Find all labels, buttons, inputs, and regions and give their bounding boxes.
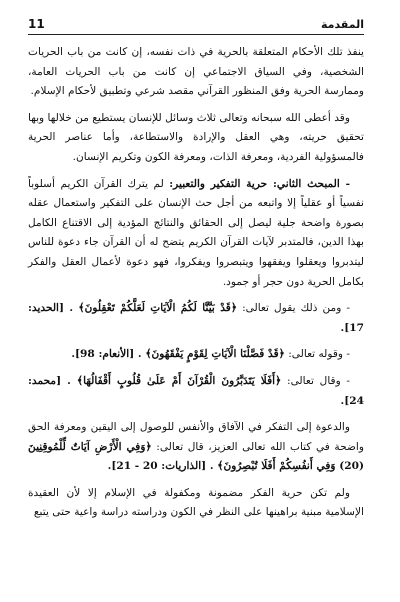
section-body: لم يترك القرآن الكريم أسلوباً نفسياً أو عقلياً إلا واتبعه من أجل حث الإنسان على التفكير واستعمال عقله بصورة واضحة جلية ليصل إلى الحقائق والنتائج المؤدية إلى الاقتناع الكامل بهذا الدين، فالمتدبر لآيات القرآن الكريم يتضح له أن القرآن جاء دعوة للناس ليتدبروا ويعقلوا ويفقهوا ويتبصروا ويفكروا، فهو دعوة لأعمال العقل والفكر بكامل الحرية دون حجر أو جمود. bbox=[28, 177, 364, 288]
quote-1-ref: . [الحديد: 17]. bbox=[28, 302, 364, 334]
quote-2-lead: - وقوله تعالى: bbox=[284, 348, 350, 361]
section-paragraph bbox=[28, 175, 364, 293]
page-number: 11 bbox=[28, 17, 45, 31]
quote-1-lead: - ومن ذلك يقول تعالى: bbox=[237, 302, 350, 315]
quote-3-verse: ﴿أَفَلَا يَتَدَبَّرُونَ الْقُرْآنَ أَمْ عَلَىٰ قُلُوبٍ أَقْفَالُهَا﴾ bbox=[76, 374, 282, 387]
quote-3 bbox=[28, 372, 364, 411]
section-heading: - المبحث الثاني: حرية التفكير والتعبير: bbox=[169, 177, 350, 190]
paragraph-2: وقد أعطى الله سبحانه وتعالى ثلاث وسائل للإنسان يستطيع من خلالها وبها تحقيق حريته، وهي العقل والإرادة والاستطاعة، وأما عناصر الحرية فالمسؤولية الفردية، ومعرفة الذات، ومعرفة الكون وتكريم الإنسان. bbox=[28, 111, 364, 163]
quote-1 bbox=[28, 299, 364, 338]
quote-3-lead: - وقال تعالى: bbox=[281, 374, 351, 387]
quote-2-verse: ﴿قَدْ فَصَّلْنَا الْآيَاتِ لِقَوْمٍ يَفْقَهُونَ﴾ bbox=[145, 348, 285, 361]
page-header bbox=[28, 14, 364, 35]
paragraph-4-ref: . [الذاريات: 20 - 21]. bbox=[107, 460, 218, 473]
paragraph-4-body: والدعوة إلى التفكر في الآفاق والأنفس للوصول إلى اليقين ومعرفة الحق واضحة في كتاب الله تعالى العزيز، قال تعالى: bbox=[28, 421, 364, 453]
quote-2-ref: . [الأنعام: 98]. bbox=[71, 348, 146, 361]
paragraph-5: ولم تكن حرية الفكر مضمونة ومكفولة في الإسلام إلا لأن العقيدة الإسلامية مبنية براهينها على النظر في الكون ودراسته دراسة واعية حتى يتبع bbox=[28, 486, 364, 519]
quote-1-verse: ﴿قَدْ بَيَّنَّا لَكُمُ الْآيَاتِ لَعَلَّكُمْ تَعْقِلُونَ﴾ bbox=[78, 302, 238, 315]
paragraph-4-verse: ﴿وَفِي الْأَرْضِ آيَاتٌ لِّلْمُوقِنِينَ (20) وَفِي أَنفُسِكُمْ أَفَلَا تُبْصِرُونَ﴾ bbox=[28, 440, 364, 473]
paragraph-1: ينفذ تلك الأحكام المتعلقة بالحرية في ذات نفسه، إن كانت من باب الحريات الشخصية، وفي السياق الاجتماعي إن كانت من باب الحريات العامة، وممارسة الحرية وفق المنظور القرآني مقصد شرعي وتطبيق لأحكام الإسلام. bbox=[28, 46, 364, 98]
paragraph-4 bbox=[28, 418, 364, 477]
running-title: المقدمة bbox=[320, 17, 364, 31]
quote-3-ref: . [محمد: 24]. bbox=[28, 374, 364, 407]
quote-2 bbox=[28, 345, 364, 365]
